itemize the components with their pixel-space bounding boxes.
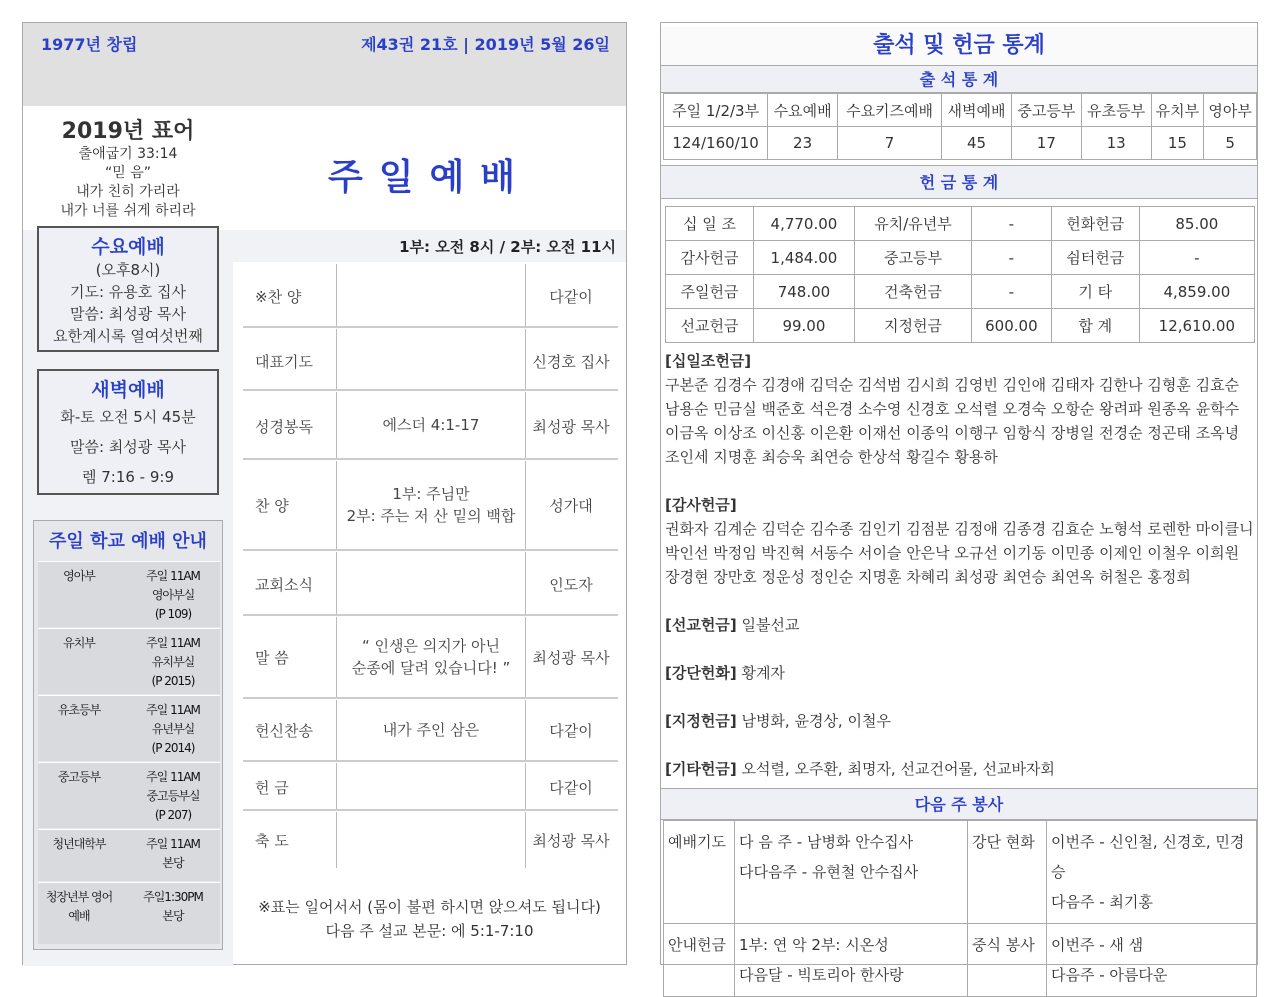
order-item: 축 도 (255, 832, 289, 850)
wednesday-time: (오후8시) (95, 261, 161, 279)
order-content: 에스더 4:1-17 (336, 392, 526, 458)
row-dept: 청장년부 영어예배 (45, 890, 113, 923)
next-line: 다음주 - 최기홍 (1051, 893, 1153, 911)
order-leader: 인도자 (549, 576, 593, 594)
off-cell: 600.00 (972, 309, 1052, 343)
att-header: 새벽예배 (942, 94, 1012, 127)
off-cell: 지정헌금 (854, 309, 971, 343)
att-header: 중고등부 (1011, 94, 1081, 127)
next-line: 다 음 주 - 남병화 안수집사 (739, 833, 914, 851)
row-line2: 영아부실 (151, 588, 195, 602)
order-content (336, 329, 526, 389)
row-info (128, 835, 218, 873)
next-line: 이번주 - 새 샘 (1051, 936, 1144, 954)
order-item: 헌 금 (255, 779, 289, 797)
off-cell: 85.00 (1139, 207, 1254, 241)
donor-heading: [십일조헌금] (665, 352, 752, 370)
off-cell: 건축헌금 (854, 275, 971, 309)
next-label: 예배기도 (664, 821, 735, 924)
next-week-table (663, 820, 1257, 997)
order-row (243, 552, 618, 616)
att-header: 주일 1/2/3부 (664, 94, 768, 127)
order-row (243, 461, 618, 551)
donor-heading: [선교헌금] (665, 616, 737, 634)
order-item: 성경봉독 (255, 418, 313, 436)
founded-text: 1977년 창립 (41, 35, 138, 54)
off-cell: - (972, 207, 1052, 241)
att-value: 15 (1151, 127, 1204, 160)
row-line2: 유년부실 (151, 722, 195, 736)
off-cell: - (972, 241, 1052, 275)
order-content: 1부: 주님만 2부: 주는 저 산 밑의 백합 (336, 461, 526, 549)
row-info (128, 768, 218, 825)
order-leader: 다같이 (549, 288, 593, 306)
motto-title: 2019년 표어 (61, 119, 195, 144)
next-label: 강단 현화 (968, 821, 1047, 924)
motto-line2: 내가 너를 쉬게 하리라 (60, 203, 196, 219)
offering-table (665, 206, 1255, 343)
bulletin-left-page (22, 22, 627, 965)
donor-group (665, 349, 1255, 469)
dawn-text: 렘 7:16 - 9:9 (81, 468, 175, 486)
dawn-sermon: 말씀: 최성광 목사 (69, 438, 187, 456)
order-item: 헌신찬송 (255, 722, 313, 740)
order-row (243, 264, 618, 328)
donor-group (665, 757, 1255, 781)
next-label: 중식 봉사 (968, 924, 1047, 997)
wednesday-box (37, 226, 219, 352)
row-info (128, 701, 218, 758)
next-value (1047, 924, 1257, 997)
row-line1: 주일 11AM (146, 837, 200, 851)
row-line3: (P 109) (154, 607, 192, 621)
footnote (233, 895, 626, 943)
row-line1: 주일 11AM (146, 770, 200, 784)
order-leader: 최성광 목사 (532, 649, 610, 667)
donor-names: 일불선교 (741, 616, 800, 634)
next-line: 이번주 - 신인철, 신경호, 민경승 (1051, 833, 1245, 881)
order-leader: 성가대 (549, 497, 593, 515)
order-content (336, 812, 526, 868)
order-content (336, 264, 526, 326)
donor-heading: [기타헌금] (665, 760, 737, 778)
donor-group (665, 493, 1255, 589)
att-header: 영아부 (1204, 94, 1257, 127)
worship-title-box (233, 106, 626, 230)
donor-heading: [지정헌금] (665, 712, 737, 730)
sunday-school-box (33, 520, 223, 950)
footnote-next-sermon: 다음 주 설교 본문: 에 5:1-7:10 (325, 922, 534, 940)
donor-names: 황계자 (741, 664, 785, 682)
off-cell: 중고등부 (854, 241, 971, 275)
off-cell: - (1139, 241, 1254, 275)
motto-ref: 출애굽기 33:14 (78, 146, 178, 162)
att-value: 7 (837, 127, 941, 160)
wednesday-sermon: 말씀: 최성광 목사 (69, 305, 187, 323)
order-row (243, 700, 618, 762)
sunday-school-row (38, 695, 220, 761)
donor-names: 구본준 김경수 김경애 김덕순 김석범 김시희 김영빈 김인애 김태자 김한나 김형훈 김효순 남용순 민금실 백준호 석은경 소수영 신경호 오석렬 오경숙 오항순 왕려파 원종옥 윤학수 이금옥 이상조 이신홍 이은환 이재선 이종익 이행구 임항식 장병일 전경순 정곤태 조옥녕 조인세 지명훈 최승욱 최연승 한상석 황길수 황용하 (665, 376, 1240, 466)
sunday-school-row (38, 882, 220, 944)
wednesday-series: 요한계시록 열여섯번째 (53, 327, 203, 345)
att-header: 수요예배 (768, 94, 838, 127)
dawn-title: 새벽예배 (91, 379, 165, 401)
wednesday-prayer: 기도: 유용호 집사 (69, 283, 187, 301)
donor-heading: [강단헌화] (665, 664, 737, 682)
order-item: 찬 양 (255, 497, 289, 515)
order-leader: 최성광 목사 (532, 832, 610, 850)
row-line2: 본당 (162, 856, 184, 870)
row-dept: 유치부 (63, 636, 95, 650)
next-label: 안내헌금 (664, 924, 735, 997)
row-dept: 중고등부 (57, 770, 101, 784)
att-value: 13 (1081, 127, 1151, 160)
order-content: 내가 주인 삼은 (336, 700, 526, 760)
off-cell: 선교헌금 (666, 309, 754, 343)
motto-block (23, 106, 233, 230)
att-value: 124/160/10 (664, 127, 768, 160)
stats-title: 출석 및 헌금 통계 (661, 27, 1257, 65)
off-cell: 주일헌금 (666, 275, 754, 309)
issue-text: 제43권 21호 | 2019년 5월 26일 (361, 35, 610, 54)
footnote-standing: ※표는 일어서서 (몸이 불편 하시면 앉으셔도 됩니다) (258, 898, 601, 916)
service-times-bar (233, 230, 626, 262)
service-times: 1부: 오전 8시 / 2부: 오전 11시 (399, 238, 616, 256)
row-dept: 유초등부 (57, 703, 101, 717)
order-leader: 신경호 집사 (532, 353, 610, 371)
next-line: 다음주 - 아름다운 (1051, 966, 1168, 984)
sunday-school-row (38, 829, 220, 881)
off-cell: 4,859.00 (1139, 275, 1254, 309)
order-content: “ 인생은 의지가 아닌 순종에 달려 있습니다! ” (336, 617, 526, 697)
next-week-section-title: 다음 주 봉사 (661, 788, 1257, 820)
donor-names: 오석렬, 오주환, 최명자, 선교건어물, 선교바자회 (741, 760, 1055, 778)
worship-title: 주일예배 (327, 157, 532, 198)
donor-heading: [감사헌금] (665, 496, 737, 514)
attendance-table (663, 93, 1257, 160)
off-cell: 쉼터헌금 (1051, 241, 1139, 275)
order-row (243, 329, 618, 391)
donor-names: 남병화, 윤경상, 이철우 (741, 712, 891, 730)
row-line2: 유치부실 (151, 655, 195, 669)
att-value: 23 (768, 127, 838, 160)
row-line2: 중고등부실 (146, 789, 200, 803)
row-line3: (P 2014) (151, 741, 195, 755)
off-cell: 기 타 (1051, 275, 1139, 309)
next-value (735, 924, 968, 997)
sunday-school-row (38, 762, 220, 828)
row-line3: (P 2015) (151, 674, 195, 688)
next-line: 1부: 연 악 2부: 시온성 (739, 936, 889, 954)
sunday-school-row (38, 628, 220, 694)
row-line3: (P 207) (154, 808, 192, 822)
row-line1: 주일 11AM (146, 703, 200, 717)
order-leader: 다같이 (549, 779, 593, 797)
off-cell: 유치/유년부 (854, 207, 971, 241)
off-cell: 헌화헌금 (1051, 207, 1139, 241)
off-cell: 99.00 (753, 309, 854, 343)
order-item: 말 씀 (255, 649, 289, 667)
row-line1: 주일1:30PM (143, 890, 203, 904)
donor-group (665, 661, 1255, 685)
order-row (243, 812, 618, 868)
row-line1: 주일 11AM (146, 569, 200, 583)
off-cell: 4,770.00 (753, 207, 854, 241)
order-leader: 다같이 (549, 722, 593, 740)
attendance-section-title: 출 석 통 계 (661, 65, 1257, 93)
offering-section-title: 헌 금 통 계 (661, 165, 1257, 199)
row-line1: 주일 11AM (146, 636, 200, 650)
off-cell: 748.00 (753, 275, 854, 309)
row-dept: 영아부 (63, 569, 95, 583)
att-value: 5 (1204, 127, 1257, 160)
dawn-box (37, 369, 219, 495)
donor-group (665, 613, 1255, 637)
att-header: 유초등부 (1081, 94, 1151, 127)
off-cell: 십 일 조 (666, 207, 754, 241)
row-info (128, 634, 218, 691)
off-cell: 12,610.00 (1139, 309, 1254, 343)
row-dept: 청년대학부 (52, 837, 106, 851)
order-row (243, 763, 618, 811)
order-item: 대표기도 (255, 353, 313, 371)
order-item: ※찬 양 (255, 288, 302, 306)
next-line: 다음달 - 빅토리아 한사랑 (739, 966, 904, 984)
row-line2: 본당 (162, 909, 184, 923)
off-cell: 감사헌금 (666, 241, 754, 275)
order-row (243, 392, 618, 460)
att-value: 45 (942, 127, 1012, 160)
att-header: 유치부 (1151, 94, 1204, 127)
sunday-school-title: 주일 학교 예배 안내 (49, 531, 207, 552)
row-info (128, 567, 218, 624)
donor-names: 권화자 김계순 김덕순 김수종 김인기 김점분 김정애 김종경 김효순 노형석 로렌한 마이클니 박인선 박정임 박진혁 서동수 서이슬 안은낙 오규선 이기동 이민종 이제인 이철우 이희원 장경현 장만호 정운성 정인순 지명훈 차혜리 최성광 최연승 최연옥 허철은 홍정희 (665, 520, 1254, 586)
next-value (1047, 821, 1257, 924)
motto-line1: 내가 친히 가리라 (76, 184, 180, 200)
sunday-school-row (38, 561, 220, 627)
order-leader: 최성광 목사 (532, 418, 610, 436)
att-value: 17 (1011, 127, 1081, 160)
donor-lists (665, 349, 1255, 805)
motto-word: “믿 음” (104, 165, 151, 181)
order-content (336, 763, 526, 809)
att-header: 수요키즈예배 (837, 94, 941, 127)
off-cell: 1,484.00 (753, 241, 854, 275)
off-cell: 합 계 (1051, 309, 1139, 343)
next-line: 다다음주 - 유현철 안수집사 (739, 863, 919, 881)
next-value (735, 821, 968, 924)
wednesday-title: 수요예배 (91, 236, 165, 258)
dawn-time: 화-토 오전 5시 45분 (60, 408, 196, 426)
order-row (243, 617, 618, 699)
bulletin-right-page (660, 22, 1258, 984)
row-info (128, 888, 218, 926)
order-item: 교회소식 (255, 576, 313, 594)
order-content (336, 552, 526, 614)
donor-group (665, 709, 1255, 733)
off-cell: - (972, 275, 1052, 309)
